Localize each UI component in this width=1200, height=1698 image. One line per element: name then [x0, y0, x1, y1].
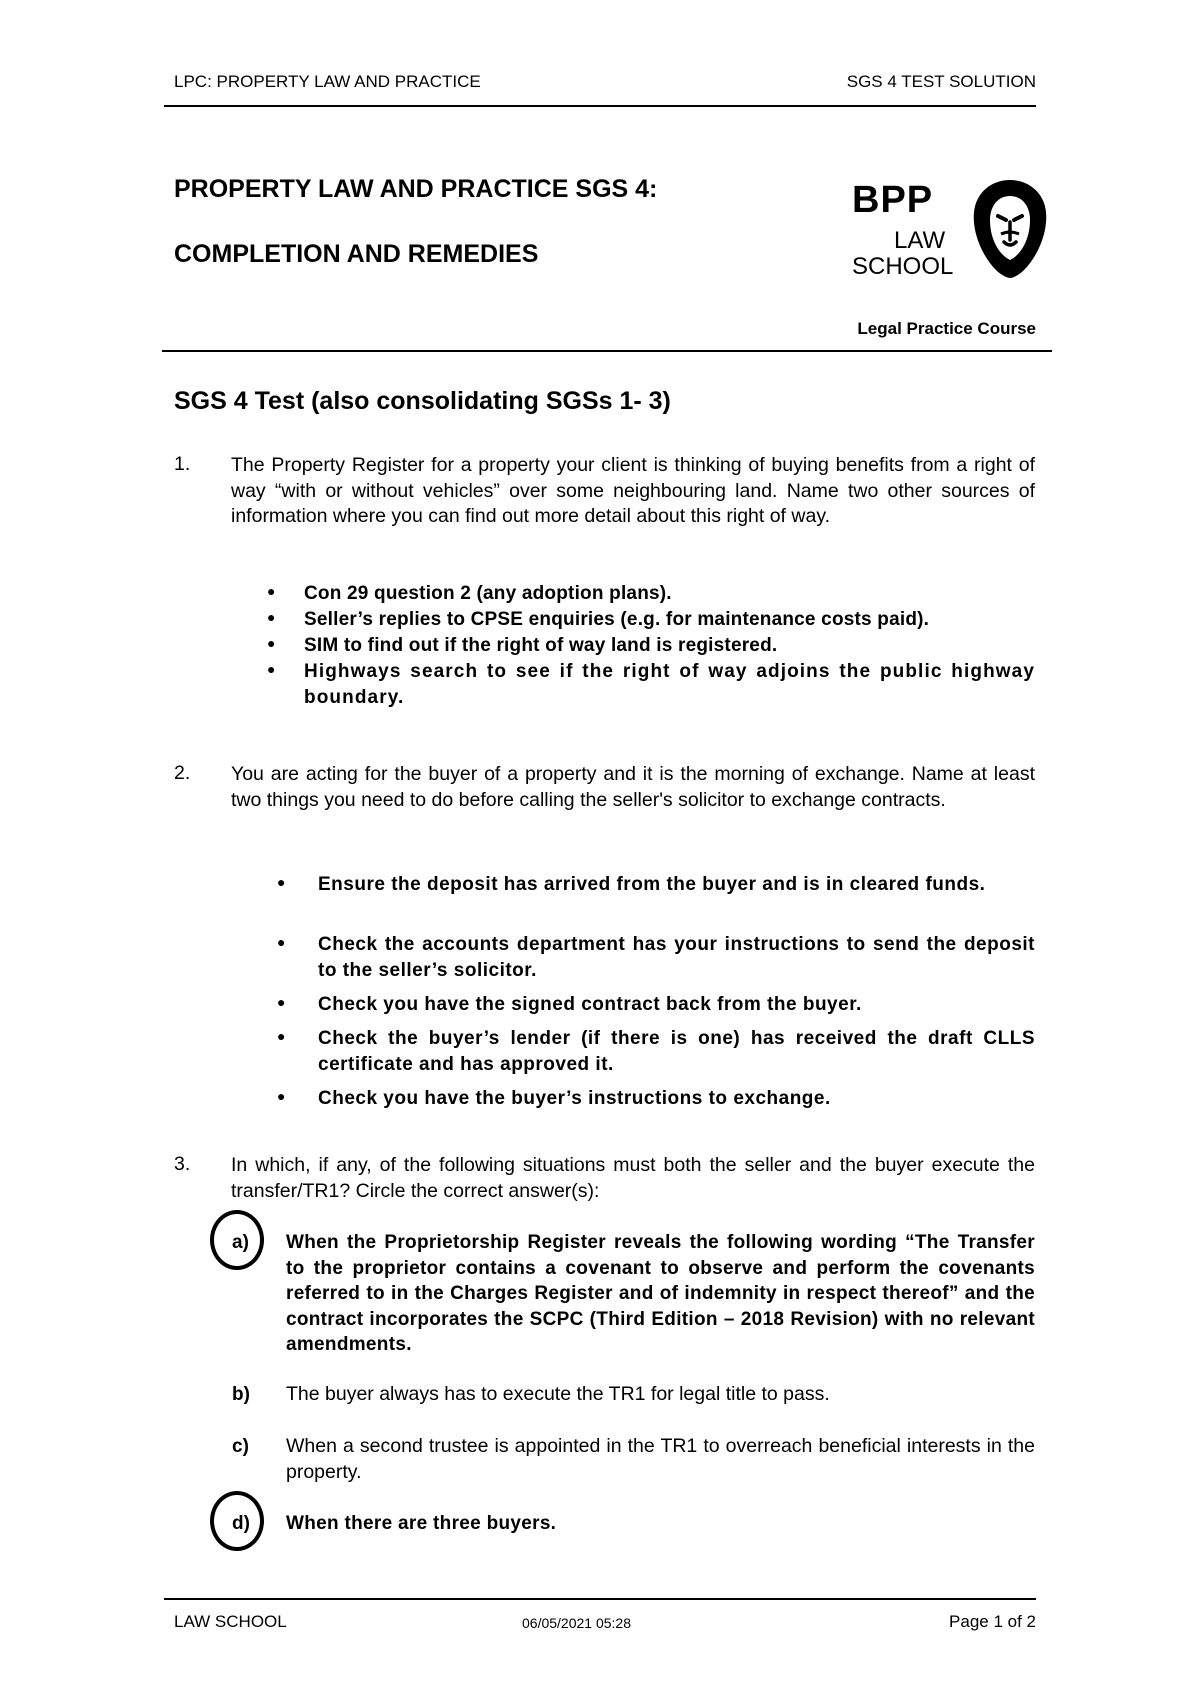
- answer-item: Seller’s replies to CPSE enquiries (e.g. for maintenance costs paid).: [304, 609, 930, 630]
- header-right: SGS 4 TEST SOLUTION: [846, 72, 1036, 91]
- bullet-dot: ●: [277, 1028, 286, 1044]
- answer-item: SIM to find out if the right of way land is registered.: [304, 635, 778, 656]
- footer-rule: [164, 1598, 1036, 1600]
- option-b-label: b): [232, 1384, 250, 1405]
- answer-item: Con 29 question 2 (any adoption plans).: [304, 583, 672, 604]
- question-2-number: 2.: [174, 762, 191, 784]
- title-line1: PROPERTY LAW AND PRACTICE SGS 4:: [174, 175, 658, 203]
- bullet-dot: ●: [267, 635, 276, 651]
- option-c-label: c): [232, 1436, 249, 1457]
- bullet-dot: ●: [277, 934, 286, 950]
- option-d-text: When there are three buyers.: [286, 1513, 557, 1534]
- logo-bpp-text: BPP: [852, 179, 934, 221]
- answer-item: Check the buyer’s lender (if there is one) has received the draft CLLS certificate and has approved it.: [318, 1028, 1035, 1075]
- option-a-text: When the Proprietorship Register reveals the following wording “The Transfer to the proprietor contains a covenant to observe and perform the covenants referred to in the Charges Register and of indemnity in respect thereof” and the contract incorporates the SCPC (Third Edition – 2018 Revision) with no relevant amendments.: [286, 1232, 1035, 1355]
- answer-item: Highways search to see if the right of way adjoins the public highway boundary.: [304, 661, 1035, 708]
- bullet-dot: ●: [267, 583, 276, 599]
- answer-item: Ensure the deposit has arrived from the buyer and is in cleared funds.: [318, 874, 986, 895]
- option-b-text: The buyer always has to execute the TR1 for legal title to pass.: [286, 1383, 830, 1405]
- question-3-text: In which, if any, of the following situations must both the seller and the buyer execute the transfer/TR1? Circle the correct answer(s):: [231, 1154, 1035, 1202]
- bullet-dot: ●: [277, 874, 286, 890]
- answer-item: Check you have the signed contract back from the buyer.: [318, 994, 862, 1015]
- logo-law-text: LAW: [894, 227, 946, 254]
- header-left: LPC: PROPERTY LAW AND PRACTICE: [174, 72, 481, 91]
- title-line2: COMPLETION AND REMEDIES: [174, 240, 539, 268]
- bullet-dot: ●: [277, 994, 286, 1010]
- question-2-text: You are acting for the buyer of a property and it is the morning of exchange. Name at least two things you need to do before calling the seller's solicitor to exchange contracts.: [231, 763, 1035, 811]
- question-3-number: 3.: [174, 1153, 191, 1175]
- option-a-label: a): [232, 1232, 249, 1253]
- lion-head-icon: [970, 178, 1050, 278]
- question-1-text: The Property Register for a property your client is thinking of buying benefits from a right of way “with or without vehicles” over some neighbouring land. Name two other sources of information where you can find out more detail about this right of way.: [231, 454, 1035, 527]
- section-title: SGS 4 Test (also consolidating SGSs 1- 3): [174, 387, 671, 415]
- option-c-text: When a second trustee is appointed in the TR1 to overreach beneficial interests in the property.: [286, 1435, 1035, 1483]
- title-rule: [162, 350, 1052, 352]
- header-rule: [164, 105, 1036, 107]
- question-1-number: 1.: [174, 453, 191, 475]
- bullet-dot: ●: [277, 1088, 286, 1104]
- footer-page-number: Page 1 of 2: [949, 1612, 1036, 1631]
- bullet-dot: ●: [267, 661, 276, 677]
- bpp-logo: [852, 180, 1052, 290]
- footer-left: LAW SCHOOL: [174, 1612, 287, 1631]
- course-name: Legal Practice Course: [857, 319, 1036, 338]
- footer-timestamp: 06/05/2021 05:28: [522, 1615, 631, 1631]
- option-d-label: d): [232, 1513, 250, 1534]
- answer-item: Check the accounts department has your instructions to send the deposit to the seller’s solicitor.: [318, 934, 1035, 981]
- bullet-dot: ●: [267, 609, 276, 625]
- answer-item: Check you have the buyer’s instructions to exchange.: [318, 1088, 831, 1109]
- logo-school-text: SCHOOL: [852, 253, 954, 280]
